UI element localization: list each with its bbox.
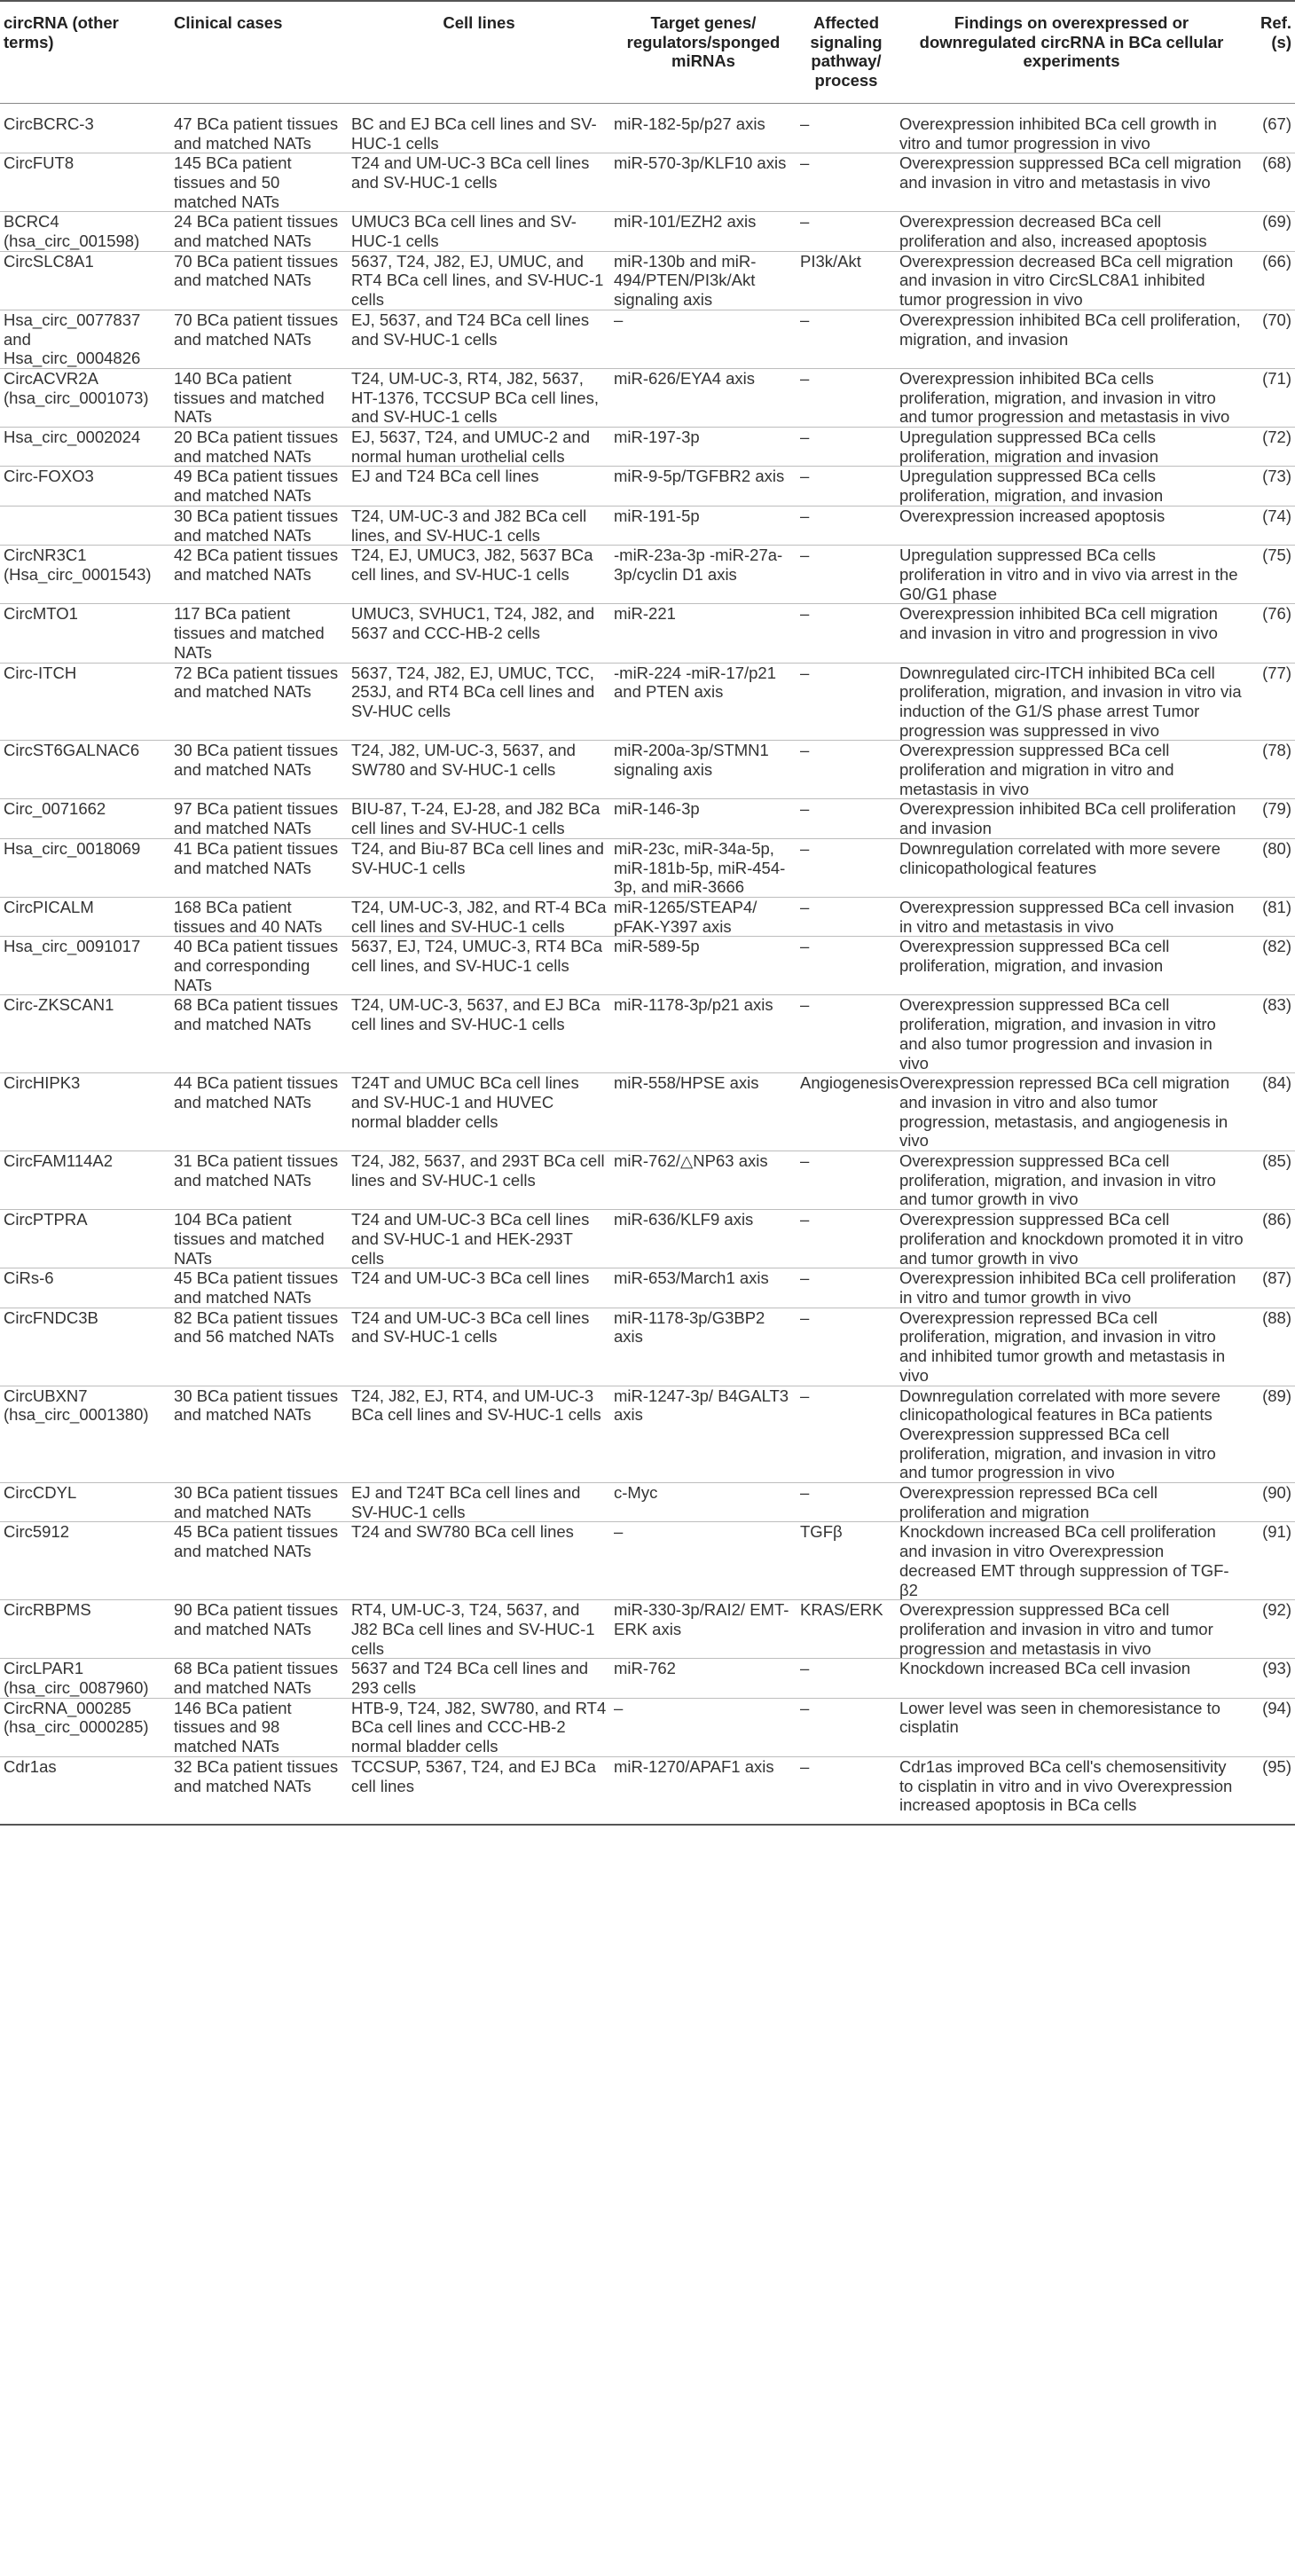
circrna-cell: CircHIPK3: [0, 1073, 170, 1151]
signaling-pathway-cell: –: [797, 467, 896, 506]
circrna-cell: CircFNDC3B: [0, 1308, 170, 1386]
reference-cell: (78): [1247, 741, 1295, 799]
target-genes-cell: miR-23c, miR-34a-5p, miR-181b-5p, miR-454-3p, and miR-3666: [610, 838, 797, 897]
target-genes-cell: miR-558/HPSE axis: [610, 1073, 797, 1151]
cell-lines-cell: T24, UM-UC-3, 5637, and EJ BCa cell lines and SV-HUC-1 cells: [348, 995, 610, 1073]
target-genes-cell: miR-182-5p/p27 axis: [614, 114, 765, 133]
clinical-cases-cell: 45 BCa patient tissues and matched NATs: [170, 1268, 348, 1308]
findings-cell: Overexpression inhibited BCa cell growth in vitro and tumor progression in vivo: [899, 114, 1217, 153]
findings-cell: Overexpression inhibited BCa cell proliferation in vitro and tumor growth in vivo: [896, 1268, 1247, 1308]
circrna-cell: CircPTPRA: [0, 1210, 170, 1268]
clinical-cases-cell: 47 BCa patient tissues and matched NATs: [174, 114, 339, 153]
cell-lines-cell: RT4, UM-UC-3, T24, 5637, and J82 BCa cell lines and SV-HUC-1 cells: [348, 1600, 610, 1659]
table-row: [0, 741, 1295, 799]
header-clinical-cases: Clinical cases: [170, 1, 348, 103]
findings-cell: Overexpression increased apoptosis: [896, 506, 1247, 545]
circrna-cell: Circ_0071662: [0, 799, 170, 838]
signaling-pathway-cell: –: [797, 604, 896, 663]
table-row: [0, 1151, 1295, 1210]
cell-lines-cell: T24, EJ, UMUC3, J82, 5637 BCa cell lines, and SV-HUC-1 cells: [348, 546, 610, 604]
signaling-pathway-cell: –: [797, 310, 896, 368]
findings-cell: Overexpression suppressed BCa cell proliferation and knockdown promoted it in vitro and tumor growth in vivo: [896, 1210, 1247, 1268]
signaling-pathway-cell: –: [797, 506, 896, 545]
circrna-cell: CircRNA_000285 (hsa_circ_0000285): [0, 1698, 170, 1756]
reference-cell: (82): [1247, 937, 1295, 995]
reference-cell: (84): [1247, 1073, 1295, 1151]
table-row: [0, 937, 1295, 995]
target-genes-cell: miR-1270/APAF1 axis: [610, 1756, 797, 1825]
clinical-cases-cell: 145 BCa patient tissues and 50 matched NATs: [170, 153, 348, 212]
reference-cell: (68): [1247, 153, 1295, 212]
signaling-pathway-cell: PI3k/Akt: [797, 251, 896, 310]
table-row: [0, 995, 1295, 1073]
signaling-pathway-cell: –: [797, 1386, 896, 1483]
target-genes-cell: miR-1178-3p/p21 axis: [610, 995, 797, 1073]
table-row: [0, 212, 1295, 251]
findings-cell: Overexpression inhibited BCa cell migration and invasion in vitro and progression in vivo: [896, 604, 1247, 663]
clinical-cases-cell: 24 BCa patient tissues and matched NATs: [170, 212, 348, 251]
findings-cell: Downregulated circ-ITCH inhibited BCa cell proliferation, migration, and invasion in vitro via induction of the G1/S phase arrest Tumor progression was suppressed in vivo: [896, 663, 1247, 741]
header-row: [0, 1, 1295, 103]
reference-cell: (89): [1247, 1386, 1295, 1483]
findings-cell: Downregulation correlated with more severe clinicopathological features: [896, 838, 1247, 897]
clinical-cases-cell: 68 BCa patient tissues and matched NATs: [170, 995, 348, 1073]
findings-cell: Overexpression suppressed BCa cell migration and invasion in vitro and metastasis in vivo: [896, 153, 1247, 212]
target-genes-cell: miR-1265/STEAP4/ pFAK-Y397 axis: [610, 897, 797, 936]
table-row: [0, 546, 1295, 604]
signaling-pathway-cell: –: [797, 1268, 896, 1308]
signaling-pathway-cell: –: [797, 212, 896, 251]
reference-cell: (81): [1247, 897, 1295, 936]
signaling-pathway-cell: –: [797, 937, 896, 995]
findings-cell: Upregulation suppressed BCa cells proliferation, migration and invasion: [896, 428, 1247, 467]
signaling-pathway-cell: –: [797, 1151, 896, 1210]
target-genes-cell: miR-626/EYA4 axis: [610, 368, 797, 427]
reference-cell: (73): [1247, 467, 1295, 506]
header-circrna: circRNA (other terms): [0, 1, 170, 103]
reference-cell: (85): [1247, 1151, 1295, 1210]
findings-cell: Overexpression inhibited BCa cells proliferation, migration, and invasion in vitro and tumor progression and metastasis in vivo: [896, 368, 1247, 427]
findings-cell: Overexpression repressed BCa cell proliferation and migration: [896, 1483, 1247, 1522]
circrna-cell: CircFUT8: [0, 153, 170, 212]
clinical-cases-cell: 40 BCa patient tissues and corresponding NATs: [170, 937, 348, 995]
reference-cell: (93): [1247, 1659, 1295, 1698]
header-target-genes: Target genes/ regulators/sponged miRNAs: [610, 1, 797, 103]
cell-lines-cell: 5637 and T24 BCa cell lines and 293 cells: [348, 1659, 610, 1698]
header-ref: Ref. (s): [1247, 1, 1295, 103]
clinical-cases-cell: 82 BCa patient tissues and 56 matched NATs: [170, 1308, 348, 1386]
table-row: [0, 1386, 1295, 1483]
cell-lines-cell: T24 and UM-UC-3 BCa cell lines and SV-HUC-1 and HEK-293T cells: [348, 1210, 610, 1268]
signaling-pathway-cell: –: [797, 368, 896, 427]
cell-lines-cell: T24, UM-UC-3, J82, and RT-4 BCa cell lines and SV-HUC-1 cells: [348, 897, 610, 936]
cell-lines-cell: T24, J82, UM-UC-3, 5637, and SW780 and SV-HUC-1 cells: [348, 741, 610, 799]
table-row: [0, 153, 1295, 212]
table-row: [0, 1756, 1295, 1825]
findings-cell: Cdr1as improved BCa cell's chemosensitivity to cisplatin in vitro and in vivo Overexpression increased apoptosis in BCa cells: [896, 1756, 1247, 1825]
circrna-cell: Cdr1as: [0, 1756, 170, 1825]
signaling-pathway-cell: –: [797, 153, 896, 212]
cell-lines-cell: T24T and UMUC BCa cell lines and SV-HUC-1 and HUVEC normal bladder cells: [348, 1073, 610, 1151]
reference-cell: (86): [1247, 1210, 1295, 1268]
signaling-pathway-cell: –: [800, 114, 810, 133]
reference-cell: (67): [1262, 114, 1291, 133]
cell-lines-cell: T24 and UM-UC-3 BCa cell lines: [348, 1268, 610, 1308]
target-genes-cell: miR-200a-3p/STMN1 signaling axis: [610, 741, 797, 799]
reference-cell: (95): [1247, 1756, 1295, 1825]
findings-cell: Knockdown increased BCa cell proliferation and invasion in vitro Overexpression decreased EMT through suppression of TGF-β2: [896, 1522, 1247, 1600]
reference-cell: (66): [1247, 251, 1295, 310]
table-row: [0, 103, 1295, 153]
circrna-cell: Circ-ZKSCAN1: [0, 995, 170, 1073]
cell-lines-cell: EJ and T24 BCa cell lines: [348, 467, 610, 506]
target-genes-cell: c-Myc: [610, 1483, 797, 1522]
table-row: [0, 1073, 1295, 1151]
clinical-cases-cell: 140 BCa patient tissues and matched NATs: [170, 368, 348, 427]
target-genes-cell: miR-130b and miR-494/PTEN/PI3k/Akt signaling axis: [610, 251, 797, 310]
reference-cell: (91): [1247, 1522, 1295, 1600]
signaling-pathway-cell: –: [797, 799, 896, 838]
findings-cell: Overexpression repressed BCa cell proliferation, migration, and invasion in vitro and inhibited tumor growth and metastasis in vivo: [896, 1308, 1247, 1386]
cell-lines-cell: HTB-9, T24, J82, SW780, and RT4 BCa cell lines and CCC-HB-2 normal bladder cells: [348, 1698, 610, 1756]
signaling-pathway-cell: –: [797, 663, 896, 741]
target-genes-cell: miR-1247-3p/ B4GALT3 axis: [610, 1386, 797, 1483]
findings-cell: Knockdown increased BCa cell invasion: [896, 1659, 1247, 1698]
cell-lines-cell: UMUC3 BCa cell lines and SV-HUC-1 cells: [348, 212, 610, 251]
findings-cell: Overexpression decreased BCa cell proliferation and also, increased apoptosis: [896, 212, 1247, 251]
clinical-cases-cell: 44 BCa patient tissues and matched NATs: [170, 1073, 348, 1151]
table-row: [0, 838, 1295, 897]
clinical-cases-cell: 70 BCa patient tissues and matched NATs: [170, 251, 348, 310]
table-row: [0, 1522, 1295, 1600]
cell-lines-cell: T24, and Biu-87 BCa cell lines and SV-HUC-1 cells: [348, 838, 610, 897]
clinical-cases-cell: 117 BCa patient tissues and matched NATs: [170, 604, 348, 663]
table-row: [0, 1308, 1295, 1386]
table-row: [0, 310, 1295, 368]
target-genes-cell: miR-330-3p/RAI2/ EMT-ERK axis: [610, 1600, 797, 1659]
reference-cell: (80): [1247, 838, 1295, 897]
circrna-cell: CircFAM114A2: [0, 1151, 170, 1210]
reference-cell: (87): [1247, 1268, 1295, 1308]
findings-cell: Downregulation correlated with more severe clinicopathological features in BCa patients Overexpression suppressed BCa cell proliferation, migration, and invasion in vitro and tumor progression in vivo: [896, 1386, 1247, 1483]
clinical-cases-cell: 49 BCa patient tissues and matched NATs: [170, 467, 348, 506]
circrna-cell: Hsa_circ_0077837 and Hsa_circ_0004826: [0, 310, 170, 368]
cell-lines-cell: T24, UM-UC-3 and J82 BCa cell lines, and SV-HUC-1 cells: [348, 506, 610, 545]
table-row: [0, 799, 1295, 838]
circrna-cell: Hsa_circ_0091017: [0, 937, 170, 995]
circrna-cell: CircRBPMS: [0, 1600, 170, 1659]
target-genes-cell: miR-221: [610, 604, 797, 663]
circrna-cell: Hsa_circ_0018069: [0, 838, 170, 897]
cell-lines-cell: UMUC3, SVHUC1, T24, J82, and 5637 and CCC-HB-2 cells: [348, 604, 610, 663]
cell-lines-cell: EJ, 5637, T24, and UMUC-2 and normal human urothelial cells: [348, 428, 610, 467]
clinical-cases-cell: 41 BCa patient tissues and matched NATs: [170, 838, 348, 897]
circrna-cell: CircACVR2A (hsa_circ_0001073): [0, 368, 170, 427]
target-genes-cell: miR-636/KLF9 axis: [610, 1210, 797, 1268]
table-row: [0, 1698, 1295, 1756]
cell-lines-cell: TCCSUP, 5367, T24, and EJ BCa cell lines: [348, 1756, 610, 1825]
clinical-cases-cell: 45 BCa patient tissues and matched NATs: [170, 1522, 348, 1600]
target-genes-cell: miR-191-5p: [610, 506, 797, 545]
reference-cell: (88): [1247, 1308, 1295, 1386]
clinical-cases-cell: 168 BCa patient tissues and 40 NATs: [170, 897, 348, 936]
clinical-cases-cell: 31 BCa patient tissues and matched NATs: [170, 1151, 348, 1210]
table-row: [0, 1600, 1295, 1659]
target-genes-cell: -miR-23a-3p -miR-27a-3p/cyclin D1 axis: [610, 546, 797, 604]
reference-cell: (90): [1247, 1483, 1295, 1522]
target-genes-cell: miR-762: [610, 1659, 797, 1698]
signaling-pathway-cell: –: [797, 1308, 896, 1386]
findings-cell: Lower level was seen in chemoresistance to cisplatin: [896, 1698, 1247, 1756]
target-genes-cell: miR-1178-3p/G3BP2 axis: [610, 1308, 797, 1386]
circrna-cell: CircST6GALNAC6: [0, 741, 170, 799]
circrna-cell: CircNR3C1 (Hsa_circ_0001543): [0, 546, 170, 604]
reference-cell: (72): [1247, 428, 1295, 467]
target-genes-cell: miR-762/△NP63 axis: [610, 1151, 797, 1210]
findings-cell: Upregulation suppressed BCa cells proliferation in vitro and in vivo via arrest in the G0/G1 phase: [896, 546, 1247, 604]
header-findings: Findings on overexpressed or downregulated circRNA in BCa cellular experiments: [896, 1, 1247, 103]
cell-lines-cell: T24 and UM-UC-3 BCa cell lines and SV-HUC-1 cells: [348, 1308, 610, 1386]
cell-lines-cell: T24 and UM-UC-3 BCa cell lines and SV-HUC-1 cells: [348, 153, 610, 212]
signaling-pathway-cell: –: [797, 1756, 896, 1825]
signaling-pathway-cell: –: [797, 1483, 896, 1522]
target-genes-cell: miR-197-3p: [610, 428, 797, 467]
clinical-cases-cell: 104 BCa patient tissues and matched NATs: [170, 1210, 348, 1268]
cell-lines-cell: BIU-87, T-24, EJ-28, and J82 BCa cell lines and SV-HUC-1 cells: [348, 799, 610, 838]
reference-cell: (83): [1247, 995, 1295, 1073]
findings-cell: Overexpression suppressed BCa cell proliferation, migration, and invasion: [896, 937, 1247, 995]
cell-lines-cell: EJ, 5637, and T24 BCa cell lines and SV-HUC-1 cells: [348, 310, 610, 368]
reference-cell: (94): [1247, 1698, 1295, 1756]
signaling-pathway-cell: –: [797, 1698, 896, 1756]
findings-cell: Upregulation suppressed BCa cells proliferation, migration, and invasion: [896, 467, 1247, 506]
target-genes-cell: miR-9-5p/TGFBR2 axis: [610, 467, 797, 506]
cell-lines-cell: T24 and SW780 BCa cell lines: [348, 1522, 610, 1600]
findings-cell: Overexpression decreased BCa cell migration and invasion in vitro CircSLC8A1 inhibited tumor progression in vivo: [896, 251, 1247, 310]
clinical-cases-cell: 72 BCa patient tissues and matched NATs: [170, 663, 348, 741]
cell-lines-cell: T24, UM-UC-3, RT4, J82, 5637, HT-1376, TCCSUP BCa cell lines, and SV-HUC-1 cells: [348, 368, 610, 427]
clinical-cases-cell: 32 BCa patient tissues and matched NATs: [170, 1756, 348, 1825]
findings-cell: Overexpression suppressed BCa cell proliferation, migration, and invasion in vitro and also tumor progression and invasion in vivo: [896, 995, 1247, 1073]
clinical-cases-cell: 146 BCa patient tissues and 98 matched NATs: [170, 1698, 348, 1756]
findings-cell: Overexpression suppressed BCa cell invasion in vitro and metastasis in vivo: [896, 897, 1247, 936]
circrna-cell: CircSLC8A1: [0, 251, 170, 310]
circrna-cell: BCRC4 (hsa_circ_001598): [0, 212, 170, 251]
reference-cell: (69): [1247, 212, 1295, 251]
circrna-cell: Circ5912: [0, 1522, 170, 1600]
cell-lines-cell: 5637, T24, J82, EJ, UMUC, TCC, 253J, and RT4 BCa cell lines and SV-HUC cells: [348, 663, 610, 741]
reference-cell: (79): [1247, 799, 1295, 838]
target-genes-cell: –: [610, 1522, 797, 1600]
target-genes-cell: -miR-224 -miR-17/p21 and PTEN axis: [610, 663, 797, 741]
signaling-pathway-cell: –: [797, 741, 896, 799]
signaling-pathway-cell: Angiogenesis: [797, 1073, 896, 1151]
table-body: [0, 103, 1295, 1825]
target-genes-cell: miR-589-5p: [610, 937, 797, 995]
circrna-cell: CircBCRC-3: [4, 114, 94, 133]
findings-cell: Overexpression repressed BCa cell migration and invasion in vitro and also tumor progression, metastasis, and angiogenesis in vivo: [896, 1073, 1247, 1151]
clinical-cases-cell: 68 BCa patient tissues and matched NATs: [170, 1659, 348, 1698]
findings-cell: Overexpression inhibited BCa cell proliferation, migration, and invasion: [896, 310, 1247, 368]
reference-cell: (77): [1247, 663, 1295, 741]
cell-lines-cell: BC and EJ BCa cell lines and SV-HUC-1 cells: [351, 114, 597, 153]
cell-lines-cell: 5637, EJ, T24, UMUC-3, RT4 BCa cell lines, and SV-HUC-1 cells: [348, 937, 610, 995]
clinical-cases-cell: 42 BCa patient tissues and matched NATs: [170, 546, 348, 604]
signaling-pathway-cell: TGFβ: [797, 1522, 896, 1600]
signaling-pathway-cell: –: [797, 1210, 896, 1268]
cell-lines-cell: T24, J82, 5637, and 293T BCa cell lines and SV-HUC-1 cells: [348, 1151, 610, 1210]
findings-cell: Overexpression suppressed BCa cell proliferation and migration in vitro and metastasis in vivo: [896, 741, 1247, 799]
reference-cell: (76): [1247, 604, 1295, 663]
circrna-cell: Hsa_circ_0002024: [0, 428, 170, 467]
cell-lines-cell: EJ and T24T BCa cell lines and SV-HUC-1 cells: [348, 1483, 610, 1522]
table-row: [0, 663, 1295, 741]
cell-lines-cell: T24, J82, EJ, RT4, and UM-UC-3 BCa cell lines and SV-HUC-1 cells: [348, 1386, 610, 1483]
table-row: [0, 1659, 1295, 1698]
table-row: [0, 467, 1295, 506]
findings-cell: Overexpression suppressed BCa cell proliferation and invasion in vitro and tumor progression and metastasis in vivo: [896, 1600, 1247, 1659]
signaling-pathway-cell: –: [797, 897, 896, 936]
circrna-cell: CircLPAR1 (hsa_circ_0087960): [0, 1659, 170, 1698]
reference-cell: (92): [1247, 1600, 1295, 1659]
clinical-cases-cell: 30 BCa patient tissues and matched NATs: [170, 506, 348, 545]
reference-cell: (74): [1247, 506, 1295, 545]
table-row: [0, 368, 1295, 427]
reference-cell: (70): [1247, 310, 1295, 368]
circrna-cell: Circ-ITCH: [0, 663, 170, 741]
clinical-cases-cell: 30 BCa patient tissues and matched NATs: [170, 1483, 348, 1522]
header-signaling-pathway: Affected signaling pathway/ process: [797, 1, 896, 103]
target-genes-cell: miR-146-3p: [610, 799, 797, 838]
clinical-cases-cell: 70 BCa patient tissues and matched NATs: [170, 310, 348, 368]
circrna-cell: CircPICALM: [0, 897, 170, 936]
target-genes-cell: miR-101/EZH2 axis: [610, 212, 797, 251]
table-row: [0, 506, 1295, 545]
circrna-cell: CircUBXN7 (hsa_circ_0001380): [0, 1386, 170, 1483]
circrna-cell: [0, 506, 170, 545]
signaling-pathway-cell: –: [797, 428, 896, 467]
circrna-cell: CiRs-6: [0, 1268, 170, 1308]
target-genes-cell: miR-653/March1 axis: [610, 1268, 797, 1308]
signaling-pathway-cell: –: [797, 838, 896, 897]
table-row: [0, 1483, 1295, 1522]
clinical-cases-cell: 30 BCa patient tissues and matched NATs: [170, 1386, 348, 1483]
target-genes-cell: –: [610, 310, 797, 368]
reference-cell: (75): [1247, 546, 1295, 604]
clinical-cases-cell: 20 BCa patient tissues and matched NATs: [170, 428, 348, 467]
table-row: [0, 251, 1295, 310]
table-row: [0, 1268, 1295, 1308]
cell-lines-cell: 5637, T24, J82, EJ, UMUC, and RT4 BCa cell lines, and SV-HUC-1 cells: [348, 251, 610, 310]
findings-cell: Overexpression suppressed BCa cell proliferation, migration, and invasion in vitro and tumor growth in vivo: [896, 1151, 1247, 1210]
signaling-pathway-cell: –: [797, 1659, 896, 1698]
circrna-cell: Circ-FOXO3: [0, 467, 170, 506]
circrna-cell: CircCDYL: [0, 1483, 170, 1522]
circrna-cell: CircMTO1: [0, 604, 170, 663]
header-cell-lines: Cell lines: [348, 1, 610, 103]
table-row: [0, 1210, 1295, 1268]
table-row: [0, 428, 1295, 467]
findings-cell: Overexpression inhibited BCa cell proliferation and invasion: [896, 799, 1247, 838]
target-genes-cell: miR-570-3p/KLF10 axis: [610, 153, 797, 212]
signaling-pathway-cell: –: [797, 995, 896, 1073]
clinical-cases-cell: 30 BCa patient tissues and matched NATs: [170, 741, 348, 799]
table-row: [0, 604, 1295, 663]
signaling-pathway-cell: KRAS/ERK: [797, 1600, 896, 1659]
signaling-pathway-cell: –: [797, 546, 896, 604]
table-row: [0, 897, 1295, 936]
reference-cell: (71): [1247, 368, 1295, 427]
clinical-cases-cell: 90 BCa patient tissues and matched NATs: [170, 1600, 348, 1659]
clinical-cases-cell: 97 BCa patient tissues and matched NATs: [170, 799, 348, 838]
target-genes-cell: –: [610, 1698, 797, 1756]
